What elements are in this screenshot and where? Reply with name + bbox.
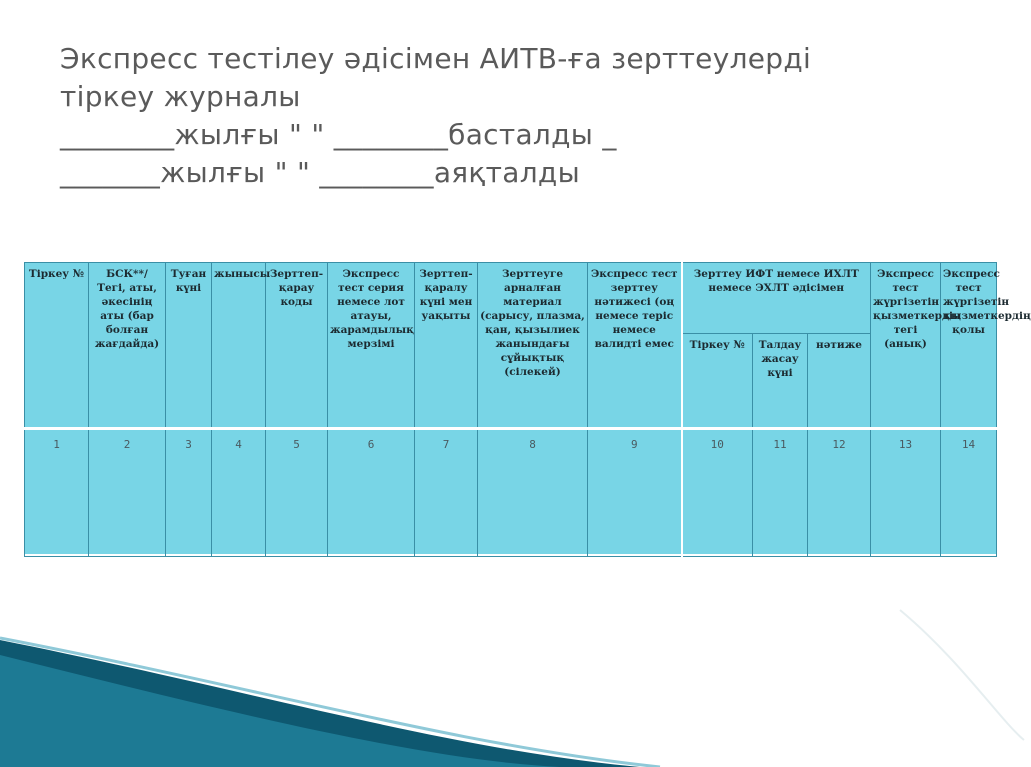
header-cell: Тіркеу № xyxy=(25,263,89,429)
column-number: 7 xyxy=(415,429,478,557)
column-number: 8 xyxy=(478,429,588,557)
column-number: 4 xyxy=(212,429,266,557)
column-number: 11 xyxy=(753,429,808,557)
slide-title xyxy=(60,40,1000,192)
header-cell: Зерттеп-қаралу күні мен уақыты xyxy=(415,263,478,429)
column-number: 6 xyxy=(328,429,415,557)
title-line-4: _______жылғы " " ________аяқталды xyxy=(60,156,580,189)
sub-header-cell: Тіркеу № xyxy=(682,334,753,429)
sub-header-cell: Талдау жасау күні xyxy=(753,334,808,429)
column-number: 5 xyxy=(266,429,328,557)
header-cell: Экспресс тест зерттеу нәтижесі (оң немесе теріс немесе валидті емес xyxy=(588,263,682,429)
column-number: 2 xyxy=(89,429,166,557)
title-line-2: тіркеу журналы xyxy=(60,80,301,113)
column-number: 9 xyxy=(588,429,682,557)
column-number: 10 xyxy=(682,429,753,557)
header-cell: жынысы xyxy=(212,263,266,429)
column-number: 1 xyxy=(25,429,89,557)
header-cell: Экспресс тест серия немесе лот атауы, жарамдылық мерзімі xyxy=(328,263,415,429)
header-cell: БСК**/ Тегі, аты, әкесінің аты (бар болған жағдайда) xyxy=(89,263,166,429)
header-cell-group: Зерттеу ИФТ немесе ИХЛТ немесе ЭХЛТ әдісімен xyxy=(682,263,871,334)
swoosh-line-right xyxy=(900,610,1024,740)
title-line-1: Экспресс тестілеу әдісімен АИТВ-ға зерттеулерді xyxy=(60,42,812,75)
column-number: 14 xyxy=(941,429,997,557)
header-cell: Туған күні xyxy=(166,263,212,429)
column-number: 12 xyxy=(808,429,871,557)
column-number: 3 xyxy=(166,429,212,557)
column-number: 13 xyxy=(871,429,941,557)
registration-table xyxy=(24,262,1031,554)
title-line-3: ________жылғы " " ________басталды _ xyxy=(60,118,617,151)
header-cell: Зерттеуге арналған материал (сарысу, плазма, қан, қызылиек жанындағы сұйықтық (сілекей) xyxy=(478,263,588,429)
header-cell: Экспресс тест жүргізетін қызметкердің тегі (анық) xyxy=(871,263,941,429)
header-cell: Зерттеп-қарау коды xyxy=(266,263,328,429)
decorative-swoosh xyxy=(0,600,1024,767)
sub-header-cell: нәтиже xyxy=(808,334,871,429)
header-cell: Экспресс тест жүргізетін қызметкердің қолы xyxy=(941,263,997,429)
